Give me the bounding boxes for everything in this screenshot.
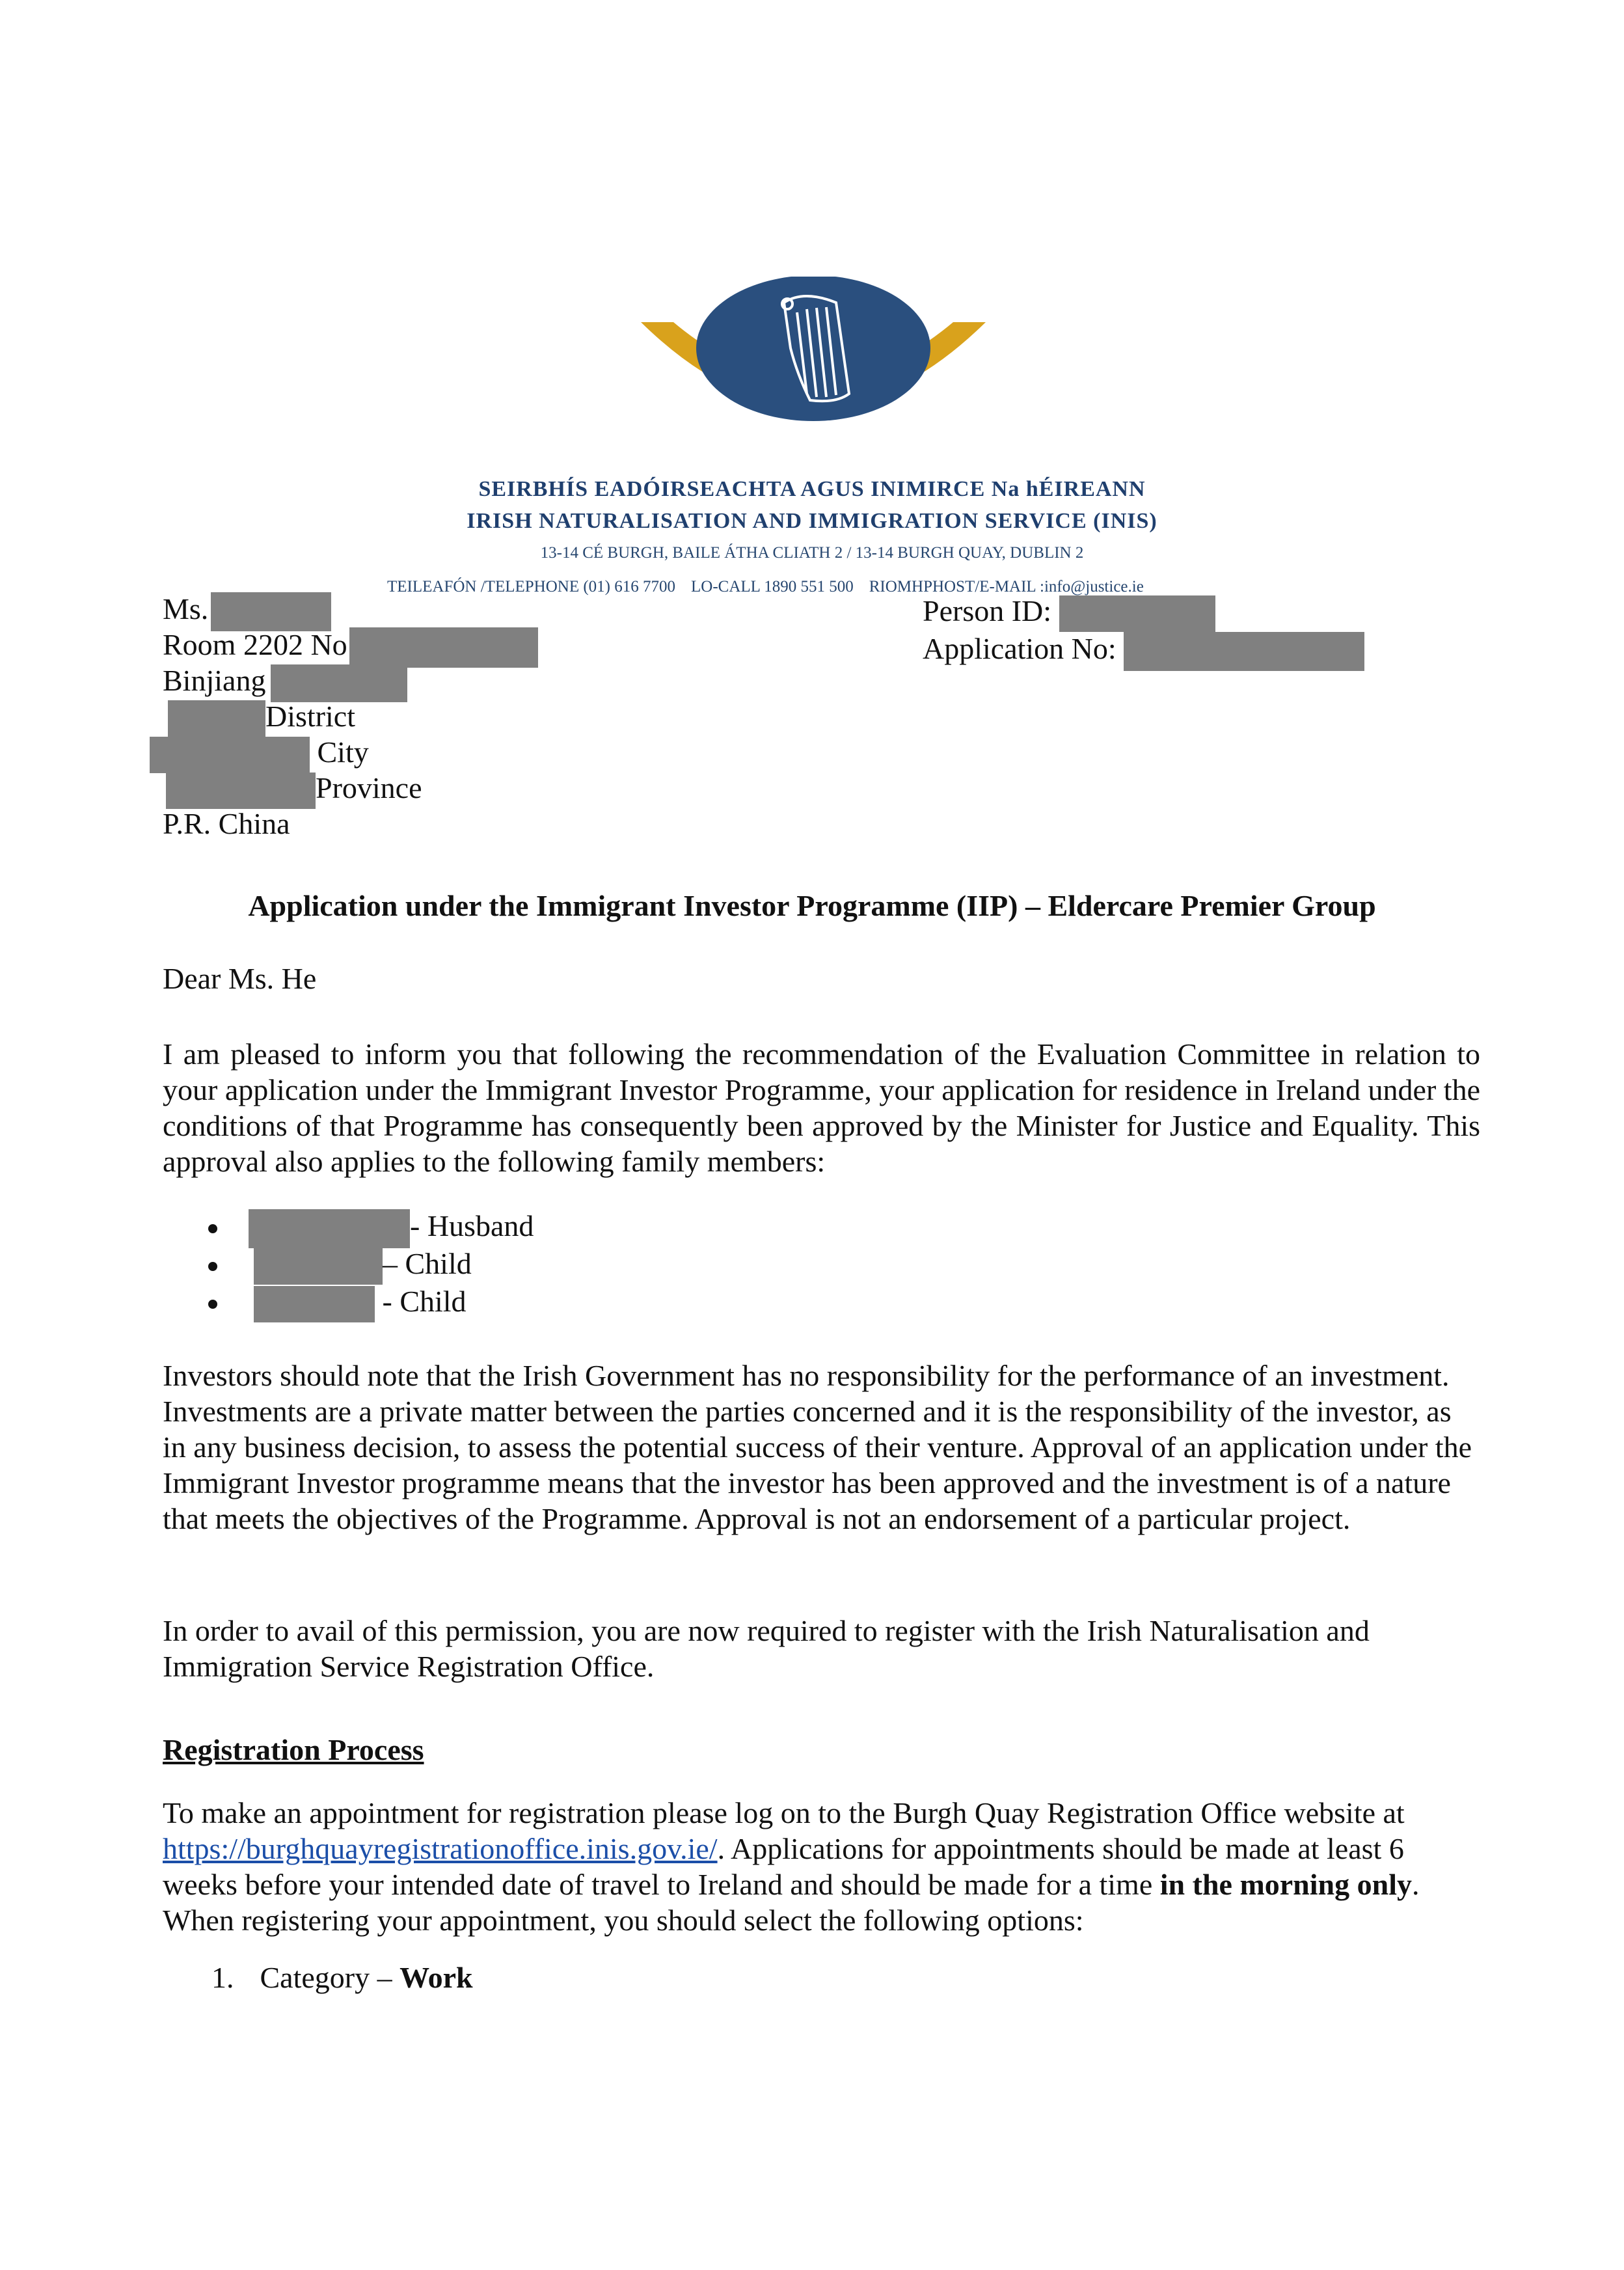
disclaimer-paragraph: Investors should note that the Irish Government has no responsibility for the performance of an investment. Investments are a private matter between the parties concerned and it is the responsibility of the investor, as in any business decision, to assess the potential success of their venture. Approval of an application under the Immigrant Investor programme means that the investor has been approved and the investment is of a nature that meets the objectives of the Programme. Approval is not an endorsement of a particular project. [163,1359,1472,1535]
bullet-icon [208,1224,217,1233]
header-english-name: IRISH NATURALISATION AND IMMIGRATION SERVICE (INIS) [467,509,1157,533]
recipient-name-line [163,591,331,631]
redaction-block [150,737,310,773]
header-locall: LO-CALL 1890 551 500 [691,578,854,595]
redaction-block [1059,595,1215,632]
person-id-line: Person ID: [923,594,1215,632]
redaction-block [166,773,316,809]
redaction-block [1124,632,1364,671]
list-item: - Husband [208,1209,534,1248]
option-item: 1. Category – Work [211,1961,473,1994]
recipient-address-line-2: Room 2202 No [163,627,538,668]
bullet-icon [208,1300,217,1309]
recipient-address-line-6: Province [166,770,422,809]
redaction-block [254,1286,375,1322]
redaction-block [271,664,407,702]
bullet-icon [208,1262,217,1271]
header-address: 13-14 CÉ BURGH, BAILE ÁTHA CLIATH 2 / 13-14 BURGH QUAY, DUBLIN 2 [540,544,1084,562]
approval-paragraph: I am pleased to inform you that following the recommendation of the Evaluation Committee in relation to your application under the Immigrant Investor Programme, your application for residence in Ireland under the conditions of that Programme has consequently been approved by the Minister for Justice and Equality. This approval also applies to the following family members: [163,1037,1480,1178]
appointment-paragraph: To make an appointment for registration please log on to the Burgh Quay Registration Office website at https://burghquayregistrationoffice.inis.gov.ie/. Applications for appointments should be made at least 6 weeks before your intended date of travel to Ireland and should be made for a time in the morning only. When registering your appointment, you should select the following options: [163,1796,1420,1937]
registration-requirement-paragraph: In order to avail of this permission, you are now required to register with the Irish Naturalisation and Immigration Service Registration Office. [163,1614,1370,1683]
greeting: Dear Ms. He [163,962,317,995]
header-phone: TEILEAFÓN /TELEPHONE (01) 616 7700 [387,578,675,595]
harp-crest-logo [641,277,986,472]
header-irish-name: SEIRBHÍS EADÓIRSEACHTA AGUS INIMIRCE Na hÉIREANN [478,477,1146,501]
redaction-block [168,700,265,738]
redaction-block [254,1248,383,1285]
recipient-address-line-4: District [163,698,355,738]
recipient-address-line-3: Binjiang [163,663,407,702]
letter-title: Application under the Immigrant Investor Programme (IIP) – Eldercare Premier Group [248,889,1376,922]
header-email: RIOMHPHOST/E-MAIL :info@justice.ie [869,578,1144,595]
list-item: – Child [208,1246,472,1285]
recipient-address-line-5: City [150,734,369,773]
list-item: - Child [208,1284,467,1322]
recipient-salutation: Ms. [163,592,209,625]
application-no-line: Application No: [923,631,1364,671]
redaction-block [249,1209,410,1248]
registration-heading: Registration Process [163,1733,424,1766]
redaction-block [211,592,331,631]
recipient-address-line-7: P.R. China [163,807,290,840]
registration-website-link[interactable]: https://burghquayregistrationoffice.inis.gov.ie/ [163,1832,718,1865]
